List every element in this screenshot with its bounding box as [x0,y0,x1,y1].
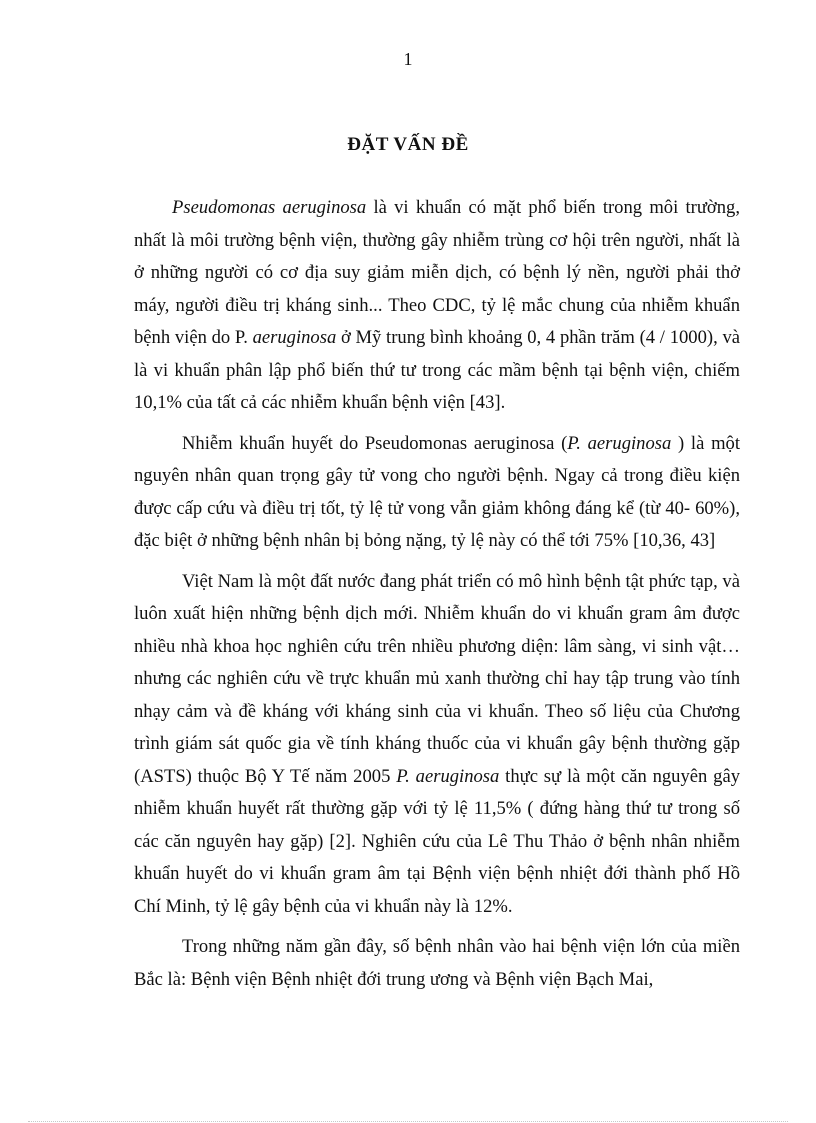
text-segment: P. aeruginosa [567,432,672,454]
text-segment: thực sự là một căn nguyên gây nhiễm khuẩn huyết rất thường gặp với tỷ lệ 11,5% ( đứng hàng thứ tư trong số các căn nguyên hay gặp) [2]. Nghiên cứu của Lê Thu Thảo ở bệnh nhân nhiễm khuẩn huyết do vi khuẩn gram âm tại Bệnh viện bệnh nhiệt đới thành phố Hồ Chí Minh, tỷ lệ gây bệnh của vi khuẩn này là 12%. [134,765,741,917]
text-segment: aeruginosa [252,327,337,348]
text-segment: ở Mỹ trung bình khoảng 0, 4 phần trăm (4 / 1000), và là vi khuẩn phân lập phổ biến thứ tư trong các mầm bệnh tại bệnh viện, chiếm 10,1% của tất cả các nhiễm khuẩn bệnh viện [43]. [134,327,740,413]
page-number: 1 [403,49,413,69]
paragraph-3 [134,566,740,924]
text-segment: Việt Nam là một đất nước đang phát triển có mô hình bệnh tật phức tạp, và luôn xuất hiện những bệnh dịch mới. Nhiễm khuẩn do vi khuẩn gram âm được nhiều nhà khoa học nghiên cứu trên nhiều phương diện: lâm sàng, vi sinh vật…nhưng các nghiên cứu về trực khuẩn mủ xanh thường chỉ hay tập trung vào tính nhạy cảm và đề kháng với kháng sinh của vi khuẩn. Theo số liệu của Chương trình giám sát quốc gia về tính kháng thuốc của vi khuẩn gây bệnh thường gặp (ASTS) thuộc Bộ Y Tế năm 2005 [134,570,740,787]
text-segment: ) là một nguyên nhân quan trọng gây tử vong cho người bệnh. Ngay cả trong điều kiện được cấp cứu và điều trị tốt, tỷ lệ tử vong vẫn giảm không đáng kể (từ 40- 60%), đặc biệt ở những bệnh nhân bị bỏng nặng, tỷ lệ này có thể tới 75% [10,36, 43] [134,432,740,551]
text-segment: là vi khuẩn có mặt phổ biến trong môi trường, nhất là môi trường bệnh viện, thường gây nhiễm trùng cơ hội trên người, nhất là ở những người có cơ địa suy giảm miễn dịch, có bệnh lý nền, người phải thở máy, người điều trị kháng sinh... Theo CDC, tỷ lệ mắc chung của nhiễm khuẩn bệnh viện do P. [134,197,740,348]
paragraph-2 [134,428,740,558]
paragraph-4 [134,931,740,996]
text-segment: Nhiễm khuẩn huyết do Pseudomonas aeruginosa ( [182,432,568,454]
paragraph-1 [134,192,740,420]
text-segment: Trong những năm gần đây, số bệnh nhân vào hai bệnh viện lớn của miền Bắc là: Bệnh viện Bệnh nhiệt đới trung ương và Bệnh viện Bạch Mai, [134,936,740,990]
text-segment: Pseudomonas aeruginosa [172,197,367,218]
document-title: ĐẶT VẤN ĐỀ [347,134,469,155]
document-body [134,192,740,1004]
page-bottom-divider [28,1121,788,1122]
text-segment: P. aeruginosa [396,765,500,787]
